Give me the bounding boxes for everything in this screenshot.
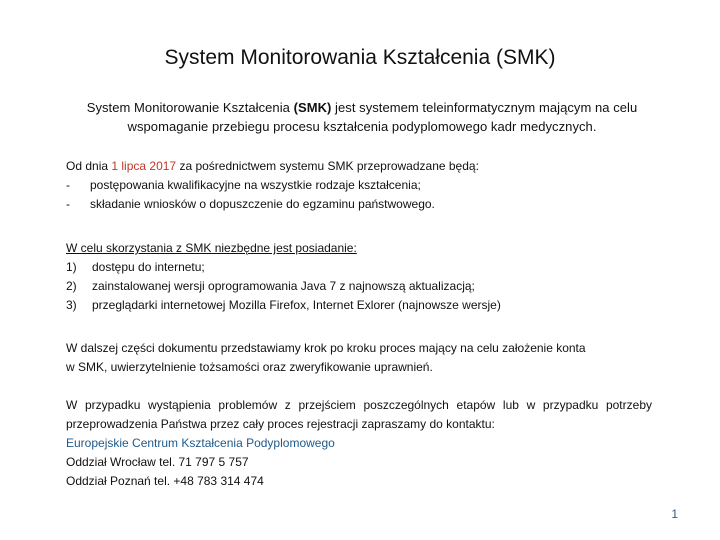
guide-line-2: w SMK, uwierzytelnienie tożsamości oraz zweryfikowanie uprawnień.	[66, 360, 433, 374]
list-item-text: przeglądarki internetowej Mozilla Firefox, Internet Exlorer (najnowsze wersje)	[92, 298, 501, 312]
list-marker: 3)	[66, 298, 77, 312]
list-item	[66, 176, 666, 195]
list-item-text: zainstalowanej wersji oprogramowania Java 7 z najnowszą aktualizacją;	[92, 279, 475, 293]
guide-description	[66, 339, 666, 377]
list-marker: 2)	[66, 279, 77, 293]
organization-name: Europejskie Centrum Kształcenia Podyplomowego	[66, 436, 335, 450]
list-item	[66, 277, 666, 296]
intro-text-before: System Monitorowanie Kształcenia	[86, 100, 294, 115]
start-date: 1 lipca 2017	[111, 159, 177, 173]
contact-poznan: Oddział Poznań tel. +48 783 314 474	[66, 474, 264, 488]
page-number: 1	[671, 507, 678, 521]
procedures-section	[66, 157, 666, 214]
page-title: System Monitorowania Kształcenia (SMK)	[164, 46, 556, 69]
lead-after: za pośrednictwem systemu SMK przeprowadzane będą:	[179, 159, 479, 173]
requirements-section	[66, 239, 666, 315]
contact-paragraph: W przypadku wystąpienia problemów z przejściem poszczególnych etapów lub w przypadku potrzeby przeprowadzenia Państwa przez cały proces rejestracji zapraszamy do kontaktu:	[66, 398, 652, 431]
lead-before: Od dnia	[66, 159, 109, 173]
list-marker: -	[66, 197, 70, 211]
intro-text-after: jest systemem teleinformatycznym mającym na celu wspomaganie przebiegu procesu kształcenia podyplomowego kadr medycznych.	[127, 100, 638, 134]
list-marker: 1)	[66, 260, 77, 274]
guide-line-1: W dalszej części dokumentu przedstawiamy krok po kroku proces mający na celu założenie konta	[66, 341, 586, 355]
list-item-text: składanie wniosków o dopuszczenie do egzaminu państwowego.	[90, 197, 435, 211]
list-item-text: postępowania kwalifikacyjne na wszystkie rodzaje kształcenia;	[90, 178, 421, 192]
intro-paragraph	[66, 98, 658, 136]
contact-section	[66, 396, 666, 491]
list-item-text: dostępu do internetu;	[92, 260, 205, 274]
list-item	[66, 258, 666, 277]
list-marker: -	[66, 178, 70, 192]
requirements-heading: W celu skorzystania z SMK niezbędne jest posiadanie:	[66, 241, 357, 255]
contact-wroclaw: Oddział Wrocław tel. 71 797 5 757	[66, 455, 249, 469]
list-item	[66, 296, 666, 315]
list-item	[66, 195, 666, 214]
intro-text-bold: (SMK)	[293, 100, 332, 115]
procedures-lead	[66, 157, 666, 176]
